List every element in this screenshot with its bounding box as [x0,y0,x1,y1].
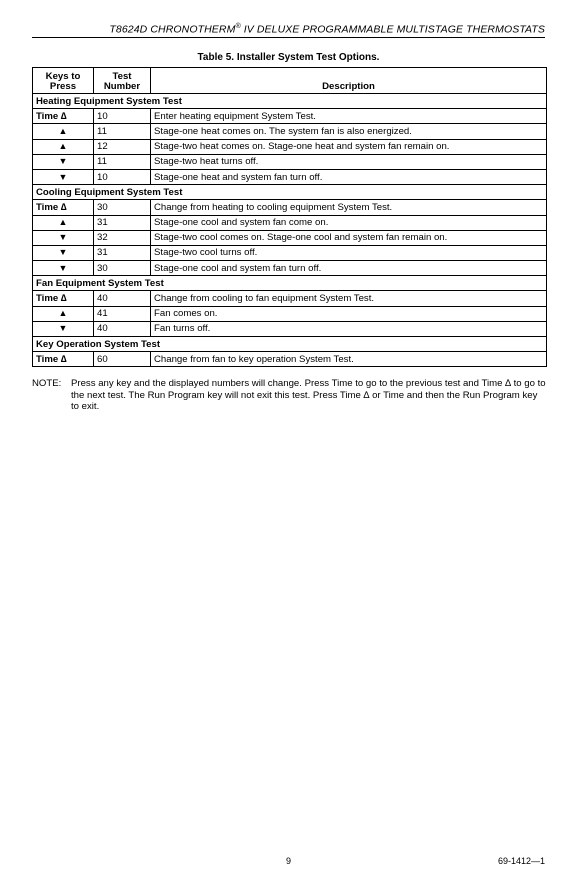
table-row [33,352,547,367]
header-rule [32,37,545,38]
section-title: Fan Equipment System Test [33,276,547,291]
section-row [33,94,547,109]
description-cell: Change from cooling to fan equipment System Test. [151,291,547,306]
table-row [33,139,547,154]
table-row [33,230,547,245]
test-number-cell: 40 [94,321,151,336]
table-row [33,154,547,169]
table-row [33,321,547,336]
up-arrow-icon: ▲ [33,124,94,139]
section-row [33,185,547,200]
description-cell: Fan turns off. [151,321,547,336]
up-arrow-icon: ▲ [33,306,94,321]
description-cell: Stage-two heat turns off. [151,154,547,169]
down-arrow-icon: ▼ [33,169,94,184]
description-cell: Enter heating equipment System Test. [151,109,547,124]
section-title: Cooling Equipment System Test [33,185,547,200]
table-row [33,109,547,124]
test-number-cell: 31 [94,245,151,260]
column-header-test-number: Test Number [94,68,151,94]
key-cell: Time ∆ [33,109,94,124]
up-arrow-icon: ▲ [33,139,94,154]
description-cell: Stage-two cool comes on. Stage-one cool and system fan remain on. [151,230,547,245]
table-row [33,200,547,215]
note [32,378,547,413]
table-row [33,291,547,306]
installer-system-test-table [32,67,547,367]
key-cell: Time ∆ [33,291,94,306]
test-number-cell: 41 [94,306,151,321]
page-number: 9 [285,856,291,866]
test-number-cell: 30 [94,261,151,276]
test-number-cell: 10 [94,169,151,184]
header-title-registered: ® [235,23,241,30]
note-label: NOTE: [32,378,62,389]
description-cell: Change from heating to cooling equipment System Test. [151,200,547,215]
description-cell: Stage-one cool and system fan come on. [151,215,547,230]
description-cell: Stage-one cool and system fan turn off. [151,261,547,276]
down-arrow-icon: ▼ [33,154,94,169]
section-title: Key Operation System Test [33,337,547,352]
description-cell: Stage-two cool turns off. [151,245,547,260]
test-number-cell: 11 [94,154,151,169]
description-cell: Fan comes on. [151,306,547,321]
up-arrow-icon: ▲ [33,215,94,230]
test-number-cell: 32 [94,230,151,245]
test-number-cell: 30 [94,200,151,215]
section-title: Heating Equipment System Test [33,94,547,109]
header-title-rest: IV DELUXE PROGRAMMABLE MULTISTAGE THERMOSTATS [240,23,545,36]
description-cell: Stage-one heat comes on. The system fan is also energized. [151,124,547,139]
table-row [33,215,547,230]
key-cell: Time ∆ [33,200,94,215]
description-cell: Stage-one heat and system fan turn off. [151,169,547,184]
table-row [33,169,547,184]
test-number-cell: 11 [94,124,151,139]
down-arrow-icon: ▼ [33,245,94,260]
down-arrow-icon: ▼ [33,321,94,336]
table-body [33,94,547,367]
down-arrow-icon: ▼ [33,261,94,276]
table-header-row [33,68,547,94]
table-row [33,306,547,321]
down-arrow-icon: ▼ [33,230,94,245]
document-number: 69-1412—1 [497,856,545,866]
description-cell: Stage-two heat comes on. Stage-one heat and system fan remain on. [151,139,547,154]
table-row [33,261,547,276]
test-number-cell: 40 [94,291,151,306]
section-row [33,276,547,291]
description-cell: Change from fan to key operation System Test. [151,352,547,367]
column-header-keys: Keys to Press [33,68,94,94]
column-header-description: Description [151,68,547,94]
table-caption: Table 5. Installer System Test Options. [197,52,380,63]
test-number-cell: 31 [94,215,151,230]
key-cell: Time ∆ [33,352,94,367]
section-row [33,337,547,352]
header-title [109,23,545,36]
table-row [33,124,547,139]
test-number-cell: 60 [94,352,151,367]
test-number-cell: 10 [94,109,151,124]
test-number-cell: 12 [94,139,151,154]
table-row [33,245,547,260]
header-title-main: T8624D CHRONOTHERM [109,23,236,36]
note-text: Press any key and the displayed numbers will change. Press Time to go to the previous test and Time ∆ to go to the next test. The Run Program key will not exit this test. Press Time ∆ or Time and then the Run Program key to exit. [71,378,546,412]
